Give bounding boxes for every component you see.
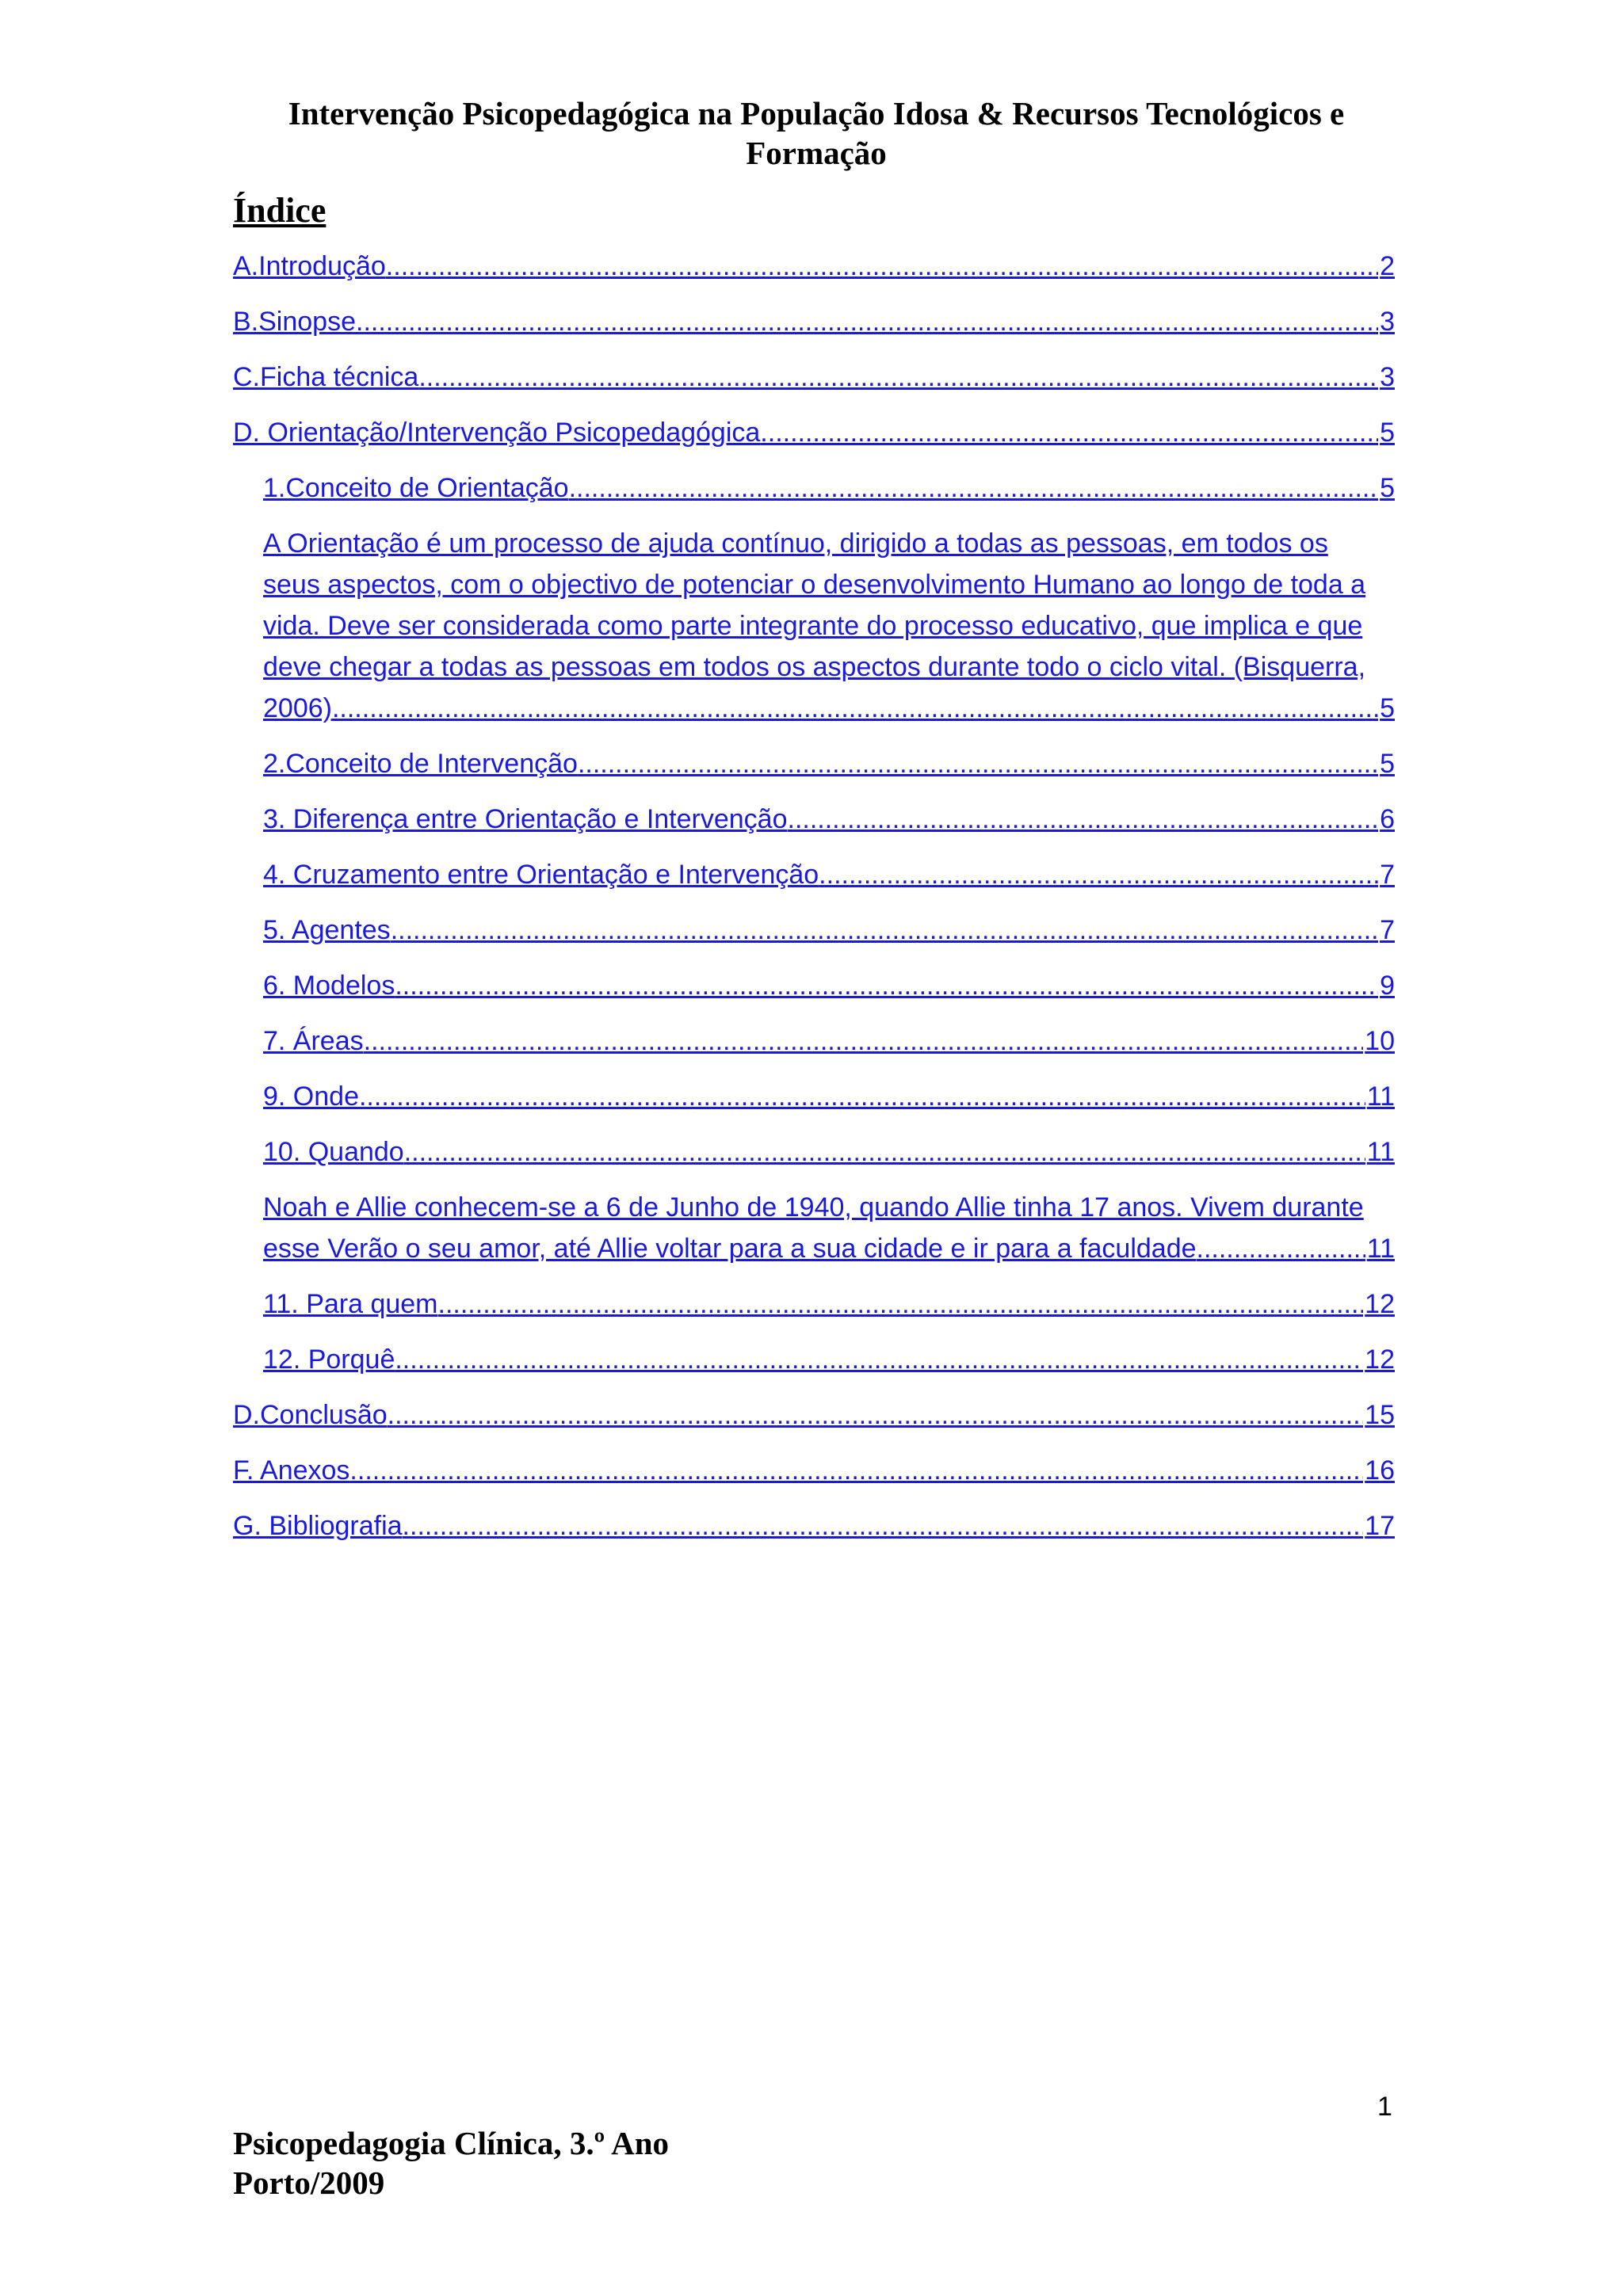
toc-leader-dots (403, 1505, 1364, 1547)
toc-entry-page: 12 (1365, 1344, 1395, 1375)
toc-entry-noah-allie[interactable] (263, 1187, 1395, 1269)
toc-entry-page: 5 (1380, 749, 1395, 779)
toc-entry-orientacao-intervencao[interactable] (233, 412, 1395, 453)
toc-entry-anexos[interactable] (233, 1450, 1395, 1491)
toc-entry-label: 1.Conceito de Orientação (263, 473, 569, 503)
toc-leader-dots (404, 1131, 1365, 1173)
toc-entry-sinopse[interactable] (233, 301, 1395, 342)
toc-entry-page: 16 (1365, 1455, 1395, 1486)
toc-leader-dots (395, 965, 1378, 1006)
toc-entry-label: D. Orientação/Intervenção Psicopedagógica (233, 418, 761, 448)
toc-entry-areas[interactable] (263, 1020, 1395, 1062)
toc-leader-dots (349, 1450, 1363, 1491)
toc-leader-dots (418, 357, 1378, 398)
toc-leader-dots (1197, 1228, 1365, 1269)
toc-entry-page: 3 (1380, 362, 1395, 392)
toc-entry-line: A Orientação é um processo de ajuda contínuo, dirigido a todas as pessoas, em todos os (263, 528, 1328, 559)
toc-entry-label: 2006) (263, 693, 332, 723)
toc-entry-label: 10. Quando (263, 1137, 404, 1167)
toc-entry-conceito-orientacao[interactable] (263, 467, 1395, 509)
toc-entry-page: 15 (1365, 1400, 1395, 1430)
toc-entry-label: 2.Conceito de Intervenção (263, 749, 578, 779)
toc-leader-dots (356, 301, 1378, 342)
toc-entry-page: 9 (1380, 971, 1395, 1001)
toc-entry-label: D.Conclusão (233, 1400, 388, 1430)
toc-leader-dots (578, 743, 1378, 784)
toc-entry-label: C.Ficha técnica (233, 362, 419, 392)
toc-entry-label: 9. Onde (263, 1081, 359, 1112)
toc-leader-dots (819, 854, 1378, 895)
toc-entry-page: 6 (1380, 804, 1395, 834)
toc-entry-page: 7 (1380, 915, 1395, 945)
toc-entry-page: 12 (1365, 1289, 1395, 1319)
toc-leader-dots (569, 467, 1379, 509)
toc-entry-page: 2 (1380, 251, 1395, 281)
toc-entry-conceito-intervencao[interactable] (263, 743, 1395, 784)
toc-entry-ficha-tecnica[interactable] (233, 357, 1395, 398)
toc-entry-para-quem[interactable] (263, 1283, 1395, 1325)
toc-entry-page: 17 (1365, 1511, 1395, 1541)
toc-entry-page: 10 (1365, 1026, 1395, 1056)
toc-entry-orientacao-definicao[interactable] (263, 523, 1395, 729)
toc-entry-label: A.Introdução (233, 251, 386, 281)
toc-entry-introducao[interactable] (233, 246, 1395, 287)
document-footer (233, 2123, 669, 2203)
toc-leader-dots (395, 1339, 1363, 1380)
toc-entry-agentes[interactable] (263, 910, 1395, 951)
toc-entry-label: B.Sinopse (233, 307, 356, 337)
document-title: Intervenção Psicopedagógica na População Idosa & Recursos Tecnológicos e Formação (288, 95, 1345, 171)
toc-entry-line: deve chegar a todas as pessoas em todos os aspectos durante todo o ciclo vital. (Bisquerra, (263, 652, 1366, 682)
toc-entry-porque[interactable] (263, 1339, 1395, 1380)
toc-entry-line: seus aspectos, com o objectivo de potenciar o desenvolvimento Humano ao longo de toda a (263, 570, 1366, 600)
toc-entry-line: Noah e Allie conhecem-se a 6 de Junho de 1940, quando Allie tinha 17 anos. Vivem durante (263, 1192, 1364, 1222)
toc-entry-page: 11 (1366, 1137, 1395, 1167)
toc-leader-dots (388, 1394, 1364, 1436)
toc-entry-label: 5. Agentes (263, 915, 391, 945)
toc-entry-quando[interactable] (263, 1131, 1395, 1173)
toc-heading: Índice (233, 191, 327, 230)
toc-leader-dots (788, 799, 1379, 840)
toc-entry-label: 4. Cruzamento entre Orientação e Intervenção (263, 860, 819, 890)
footer-course: Psicopedagogia Clínica, 3.º Ano (233, 2125, 669, 2161)
table-of-contents (233, 246, 1395, 1561)
toc-leader-dots (386, 246, 1378, 287)
toc-entry-label: esse Verão o seu amor, até Allie voltar para a sua cidade e ir para a faculdade (263, 1234, 1197, 1264)
toc-entry-label: G. Bibliografia (233, 1511, 403, 1541)
toc-entry-label: 12. Porquê (263, 1344, 395, 1375)
toc-entry-page: 11 (1366, 1234, 1395, 1264)
toc-entry-label: 3. Diferença entre Orientação e Intervenção (263, 804, 788, 834)
toc-entry-label: F. Anexos (233, 1455, 350, 1486)
toc-leader-dots (760, 412, 1378, 453)
toc-entry-line: vida. Deve ser considerada como parte integrante do processo educativo, que implica e que (263, 611, 1363, 641)
toc-entry-label: 6. Modelos (263, 971, 395, 1001)
toc-entry-label: 7. Áreas (263, 1026, 364, 1056)
toc-entry-onde[interactable] (263, 1076, 1395, 1117)
toc-entry-diferenca[interactable] (263, 799, 1395, 840)
toc-entry-page: 3 (1380, 307, 1395, 337)
toc-entry-page: 5 (1380, 693, 1395, 723)
toc-entry-page: 5 (1380, 473, 1395, 503)
toc-leader-dots (359, 1076, 1365, 1117)
toc-leader-dots (332, 688, 1378, 729)
toc-leader-dots (391, 910, 1378, 951)
toc-leader-dots (438, 1283, 1364, 1325)
toc-entry-page: 7 (1380, 860, 1395, 890)
toc-leader-dots (364, 1020, 1364, 1062)
page-number: 1 (1377, 2092, 1392, 2122)
toc-entry-bibliografia[interactable] (233, 1505, 1395, 1547)
toc-entry-conclusao[interactable] (233, 1394, 1395, 1436)
toc-entry-page: 11 (1366, 1081, 1395, 1112)
toc-entry-label: 11. Para quem (263, 1289, 438, 1319)
footer-place-year: Porto/2009 (233, 2164, 385, 2201)
toc-entry-cruzamento[interactable] (263, 854, 1395, 895)
toc-entry-modelos[interactable] (263, 965, 1395, 1006)
toc-entry-page: 5 (1380, 418, 1395, 448)
